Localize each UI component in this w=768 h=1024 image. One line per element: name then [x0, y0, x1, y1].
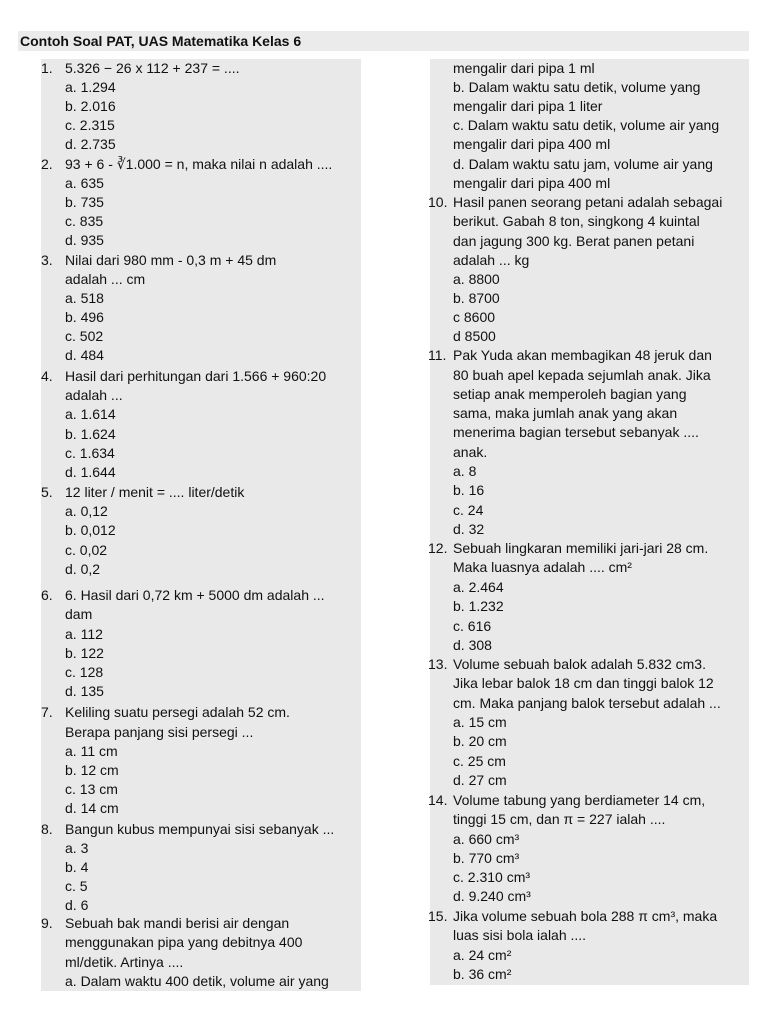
question-number: 11.: [428, 347, 447, 363]
question-number: 6.: [41, 587, 53, 603]
question-line: [41, 59, 361, 78]
line-text: Maka luasnya adalah .... cm²: [453, 559, 632, 575]
text-line: [430, 481, 749, 500]
text-line: [430, 289, 749, 308]
question-number: 3.: [41, 252, 53, 268]
line-text: c. 13 cm: [65, 781, 118, 797]
line-text: c. 5: [65, 878, 88, 894]
text-line: [41, 289, 361, 308]
question-line: [41, 914, 361, 933]
text-line: [41, 116, 361, 135]
text-line: [41, 682, 361, 701]
text-line: [430, 810, 749, 829]
text-line: [430, 462, 749, 481]
line-text: ml/detik. Artinya ....: [65, 954, 184, 970]
question-line: [41, 251, 361, 270]
question-text: Nilai dari 980 mm - 0,3 m + 45 dm: [65, 252, 277, 268]
left-column: [41, 59, 361, 991]
line-text: a. 15 cm: [453, 714, 507, 730]
text-line: [41, 425, 361, 444]
text-line: [430, 212, 749, 231]
line-text: c. 24: [453, 502, 484, 518]
text-line: [41, 444, 361, 463]
text-line: [41, 502, 361, 521]
line-text: d. 308: [453, 637, 492, 653]
text-line: [430, 926, 749, 945]
text-line: [430, 887, 749, 906]
text-line: [41, 78, 361, 97]
question-text: 93 + 6 - ∛1.000 = n, maka nilai n adalah ....: [65, 156, 333, 172]
line-text: c. 0,02: [65, 542, 108, 558]
question-number: 7.: [41, 704, 53, 720]
text-line: [430, 155, 749, 174]
line-text: c. 2.310 cm³: [453, 869, 531, 885]
question-number: 4.: [41, 368, 53, 384]
question-text: Keliling suatu persegi adalah 52 cm.: [65, 704, 290, 720]
line-text: b. 36 cm²: [453, 966, 512, 982]
line-text: adalah ...: [65, 387, 123, 403]
text-line: [41, 780, 361, 799]
line-text: d. 6: [65, 897, 89, 913]
line-text: a. 660 cm³: [453, 831, 520, 847]
line-text: b. 1.232: [453, 598, 504, 614]
text-line: [41, 521, 361, 540]
line-text: d. 32: [453, 521, 485, 537]
line-text: menerima bagian tersebut sebanyak ....: [453, 424, 699, 440]
line-text: d. 27 cm: [453, 772, 507, 788]
line-text: a. 8: [453, 463, 477, 479]
text-line: [430, 732, 749, 751]
question-text: Sebuah bak mandi berisi air dengan: [65, 915, 290, 931]
text-line: [430, 558, 749, 577]
question-line: [430, 346, 749, 365]
line-text: a. 518: [65, 290, 104, 306]
line-text: mengalir dari pipa 1 ml: [453, 60, 595, 76]
line-text: b. 20 cm: [453, 733, 507, 749]
line-text: a. 635: [65, 175, 104, 191]
line-text: c. 128: [65, 664, 104, 680]
line-text: a. 1.614: [65, 406, 116, 422]
line-text: a. 1.294: [65, 79, 116, 95]
line-text: c. 1.634: [65, 445, 115, 461]
question-text: Hasil panen seorang petani adalah sebagai: [453, 194, 723, 210]
line-text: mengalir dari pipa 400 ml: [453, 136, 611, 152]
line-text: c. 616: [453, 618, 492, 634]
text-line: [41, 799, 361, 818]
line-text: berikut. Gabah 8 ton, singkong 4 kuintal: [453, 213, 700, 229]
line-text: c. 25 cm: [453, 753, 506, 769]
text-line: [430, 251, 749, 270]
text-line: [430, 617, 749, 636]
page-title: Contoh Soal PAT, UAS Matematika Kelas 6: [18, 31, 749, 51]
question-line: [41, 483, 361, 502]
line-text: d. Dalam waktu satu jam, volume air yang: [453, 156, 713, 172]
question-line: [41, 820, 361, 839]
question-line: [430, 907, 749, 926]
text-line: [41, 663, 361, 682]
text-line: [430, 965, 749, 984]
line-text: menggunakan pipa yang debitnya 400: [65, 934, 303, 950]
line-text: c. 2.315: [65, 117, 115, 133]
line-text: anak.: [453, 444, 488, 460]
line-text: tinggi 15 cm, dan π = 227 ialah ....: [453, 811, 666, 827]
text-line: [41, 933, 361, 952]
text-line: [430, 946, 749, 965]
line-text: d. 484: [65, 347, 104, 363]
text-line: [41, 231, 361, 250]
line-text: Berapa panjang sisi persegi ...: [65, 724, 254, 740]
text-line: [41, 308, 361, 327]
question-number: 1.: [41, 60, 53, 76]
line-text: b. 770 cm³: [453, 850, 520, 866]
text-line: [41, 270, 361, 289]
text-line: [430, 423, 749, 442]
line-text: dan jagung 300 kg. Berat panen petani: [453, 233, 695, 249]
line-text: d. 0,2: [65, 561, 101, 577]
line-text: d. 9.240 cm³: [453, 888, 531, 904]
text-line: [41, 212, 361, 231]
text-line: [430, 308, 749, 327]
text-line: [430, 135, 749, 154]
text-line: [41, 723, 361, 742]
text-line: [41, 644, 361, 663]
text-line: [430, 97, 749, 116]
line-text: 80 buah apel kepada sejumlah anak. Jika: [453, 367, 711, 383]
line-text: Jika lebar balok 18 cm dan tinggi balok 12: [453, 675, 714, 691]
line-text: d. 1.644: [65, 464, 116, 480]
text-line: [430, 366, 749, 385]
text-line: [41, 625, 361, 644]
question-line: [41, 367, 361, 386]
text-line: [430, 830, 749, 849]
text-line: [430, 674, 749, 693]
text-line: [430, 78, 749, 97]
text-line: [430, 270, 749, 289]
line-text: a. 2.464: [453, 579, 504, 595]
text-line: [41, 839, 361, 858]
text-line: [41, 193, 361, 212]
question-number: 10.: [428, 194, 448, 210]
question-text: Sebuah lingkaran memiliki jari-jari 28 cm.: [453, 540, 709, 556]
text-line: [430, 771, 749, 790]
text-line: [41, 135, 361, 154]
text-line: [430, 443, 749, 462]
line-text: a. 3: [65, 840, 89, 856]
line-text: a. 24 cm²: [453, 947, 512, 963]
question-text: 6. Hasil dari 0,72 km + 5000 dm adalah ...: [65, 587, 325, 603]
question-text: Volume sebuah balok adalah 5.832 cm3.: [453, 656, 706, 672]
question-number: 5.: [41, 484, 53, 500]
line-text: d. 935: [65, 232, 104, 248]
question-text: Hasil dari perhitungan dari 1.566 + 960:20: [65, 368, 327, 384]
line-text: b. 0,012: [65, 522, 116, 538]
text-line: [41, 972, 361, 991]
text-line: [41, 97, 361, 116]
text-line: [41, 346, 361, 365]
text-line: [430, 59, 749, 78]
line-text: a. 0,12: [65, 503, 108, 519]
line-text: b. 4: [65, 859, 89, 875]
question-line: [430, 655, 749, 674]
line-text: mengalir dari pipa 400 ml: [453, 175, 611, 191]
text-line: [41, 560, 361, 579]
text-line: [430, 232, 749, 251]
text-line: [430, 597, 749, 616]
line-text: d 8500: [453, 328, 496, 344]
line-text: sama, maka jumlah anak yang akan: [453, 405, 678, 421]
line-text: a. 11 cm: [65, 743, 118, 759]
line-text: adalah ... kg: [453, 252, 530, 268]
text-line: [41, 605, 361, 624]
line-text: c. Dalam waktu satu detik, volume air yang: [453, 117, 720, 133]
text-line: [41, 858, 361, 877]
line-text: c 8600: [453, 309, 496, 325]
question-text: Volume tabung yang berdiameter 14 cm,: [453, 792, 706, 808]
text-line: [430, 636, 749, 655]
text-line: [430, 713, 749, 732]
text-line: [430, 849, 749, 868]
text-line: [430, 868, 749, 887]
text-line: [41, 386, 361, 405]
text-line: [41, 327, 361, 346]
question-line: [41, 703, 361, 722]
text-line: [430, 501, 749, 520]
text-line: [430, 694, 749, 713]
text-line: [41, 541, 361, 560]
text-line: [41, 761, 361, 780]
question-line: [41, 586, 361, 605]
line-text: b. Dalam waktu satu detik, volume yang: [453, 79, 701, 95]
question-number: 14.: [428, 792, 448, 808]
line-text: a. 8800: [453, 271, 500, 287]
line-text: b. 735: [65, 194, 104, 210]
line-text: b. 8700: [453, 290, 500, 306]
line-text: luas sisi bola ialah ....: [453, 927, 587, 943]
question-text: Jika volume sebuah bola 288 π cm³, maka: [453, 908, 718, 924]
text-line: [430, 752, 749, 771]
line-text: b. 2.016: [65, 98, 116, 114]
text-line: [430, 174, 749, 193]
question-number: 2.: [41, 156, 53, 172]
question-line: [430, 791, 749, 810]
question-text: 12 liter / menit = .... liter/detik: [65, 484, 245, 500]
text-line: [41, 877, 361, 896]
line-text: cm. Maka panjang balok tersebut adalah ...: [453, 695, 721, 711]
question-text: Pak Yuda akan membagikan 48 jeruk dan: [453, 347, 712, 363]
text-line: [430, 116, 749, 135]
line-text: dam: [65, 606, 93, 622]
line-text: b. 496: [65, 309, 104, 325]
line-text: c. 835: [65, 213, 104, 229]
question-line: [430, 539, 749, 558]
text-line: [430, 404, 749, 423]
line-text: a. 112: [65, 626, 103, 642]
question-number: 12.: [428, 540, 448, 556]
text-line: [41, 174, 361, 193]
question-number: 13.: [428, 656, 448, 672]
text-line: [41, 896, 361, 915]
right-column: [430, 59, 749, 985]
text-line: [430, 327, 749, 346]
text-line: [41, 953, 361, 972]
question-line: [41, 155, 361, 174]
question-number: 8.: [41, 821, 53, 837]
line-text: d. 135: [65, 683, 104, 699]
question-text: 5.326 − 26 x 112 + 237 = ....: [65, 60, 240, 76]
question-number: 9.: [41, 915, 53, 931]
question-text: Bangun kubus mempunyai sisi sebanyak ...: [65, 821, 335, 837]
line-text: mengalir dari pipa 1 liter: [453, 98, 603, 114]
text-line: [41, 463, 361, 482]
line-text: b. 122: [65, 645, 104, 661]
line-text: d. 14 cm: [65, 800, 119, 816]
question-number: 15.: [428, 908, 448, 924]
line-text: setiap anak memperoleh bagian yang: [453, 386, 687, 402]
line-text: adalah ... cm: [65, 271, 146, 287]
text-line: [430, 520, 749, 539]
line-text: b. 12 cm: [65, 762, 119, 778]
text-line: [41, 405, 361, 424]
line-text: d. 2.735: [65, 136, 116, 152]
line-text: c. 502: [65, 328, 104, 344]
line-text: b. 16: [453, 482, 485, 498]
line-text: a. Dalam waktu 400 detik, volume air yang: [65, 973, 329, 989]
question-line: [430, 193, 749, 212]
line-text: b. 1.624: [65, 426, 116, 442]
text-line: [430, 578, 749, 597]
text-line: [41, 742, 361, 761]
text-line: [430, 385, 749, 404]
